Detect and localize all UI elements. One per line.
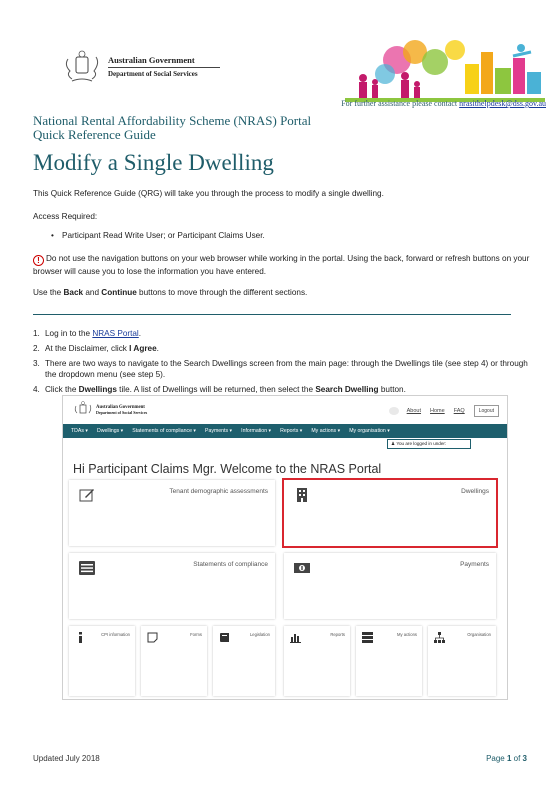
footer-updated: Updated July 2018 xyxy=(33,754,100,763)
portal-header xyxy=(63,396,507,424)
assistance-text: For further assistance please contact xyxy=(341,99,460,108)
tile-statements-label: Statements of compliance xyxy=(193,561,268,568)
list-icon xyxy=(79,561,95,575)
nav-statements[interactable]: Statements of compliance ▾ xyxy=(132,428,196,434)
user-icon: ♟ xyxy=(391,441,396,446)
tile-reports-label: Reports xyxy=(330,632,345,637)
coat-of-arms-icon xyxy=(62,49,102,83)
step-1: 1. Log in to the NRAS Portal. xyxy=(33,329,142,338)
tile-tda[interactable] xyxy=(69,480,275,546)
nav-reports[interactable]: Reports ▾ xyxy=(280,428,303,434)
tile-dwellings-label: Dwellings xyxy=(461,488,489,495)
portal-logo xyxy=(73,401,147,418)
welcome-heading: Hi Participant Claims Mgr. Welcome to the NRAS Portal xyxy=(73,462,382,476)
nav-my-actions[interactable]: My actions ▾ xyxy=(311,428,341,434)
gov-logo xyxy=(62,48,232,84)
assistance-contact xyxy=(0,99,546,108)
notification-icon[interactable] xyxy=(389,407,399,415)
about-link[interactable]: About xyxy=(406,408,422,414)
org-chart-icon xyxy=(434,632,445,643)
home-link[interactable]: Home xyxy=(430,408,445,414)
edit-icon xyxy=(79,488,95,502)
tile-payments[interactable] xyxy=(284,553,496,619)
department-name: Department of Social Services xyxy=(108,69,198,78)
tile-legislation-label: Legislation xyxy=(249,632,270,637)
page-title: Modify a Single Dwelling xyxy=(33,150,274,175)
nav-information[interactable]: Information ▾ xyxy=(241,428,272,434)
building-icon xyxy=(294,488,310,502)
tile-my-actions-label: My actions xyxy=(396,632,417,637)
nav-my-organisation[interactable]: My organisation ▾ xyxy=(349,428,390,434)
document-title xyxy=(33,114,311,142)
warning-paragraph xyxy=(33,253,533,277)
access-label: Access Required: xyxy=(33,212,98,221)
logged-in-indicator: ♟ You are logged in under: xyxy=(387,439,471,449)
tile-payments-label: Payments xyxy=(460,561,489,568)
portal-screenshot xyxy=(62,395,508,700)
info-icon xyxy=(75,632,86,643)
step-2: 2. At the Disclaimer, click I Agree. xyxy=(33,344,159,353)
navigation-instructions: Use the Back and Continue buttons to move through the different sections. xyxy=(33,288,308,297)
gov-name: Australian Government xyxy=(108,54,195,65)
bar-chart-icon xyxy=(290,632,301,643)
family-illustration xyxy=(345,38,545,102)
step-3: 3. There are two ways to navigate to the Search Dwellings screen from the main page: through the Dwellings tile (see step 4) or through the dropdown menu (see step 5). xyxy=(33,359,528,379)
tile-statements[interactable] xyxy=(69,553,275,619)
tile-legislation[interactable] xyxy=(213,626,275,696)
tile-forms[interactable] xyxy=(141,626,207,696)
warning-icon: ! xyxy=(33,255,44,266)
access-list-item: • Participant Read Write User; or Participant Claims User. xyxy=(62,231,265,240)
portal-nav-bar xyxy=(63,424,507,438)
step-4: 4. Click the Dwellings tile. A list of Dwellings will be returned, then select the Search Dwelling button. xyxy=(33,385,406,394)
nav-tdas[interactable]: TDAs ▾ xyxy=(71,428,89,434)
tile-organisation[interactable] xyxy=(428,626,496,696)
doc-title-line1: National Rental Affordability Scheme (NRAS) Portal xyxy=(33,113,312,128)
logout-button[interactable]: Logout xyxy=(474,405,499,417)
tile-tda-label: Tenant demographic assessments xyxy=(169,488,268,495)
doc-title-line2: Quick Reference Guide xyxy=(33,127,156,142)
portal-top-links xyxy=(389,405,499,417)
footer-page-number: Page 1 of 3 xyxy=(486,754,527,763)
tile-dwellings[interactable] xyxy=(284,480,496,546)
server-icon xyxy=(362,632,373,643)
tile-organisation-label: Organisation xyxy=(467,632,491,637)
warning-text: Do not use the navigation buttons on your web browser while working in the portal. Using the back, forward or refresh buttons on your browser will cause you to lose the information you have entered. xyxy=(33,254,530,276)
tile-my-actions[interactable] xyxy=(356,626,422,696)
nav-payments[interactable]: Payments ▾ xyxy=(205,428,233,434)
tile-forms-label: Forms xyxy=(190,632,202,637)
book-icon xyxy=(219,632,230,643)
form-icon xyxy=(147,632,158,643)
faq-link[interactable]: FAQ xyxy=(453,408,465,414)
tile-cpi[interactable] xyxy=(69,626,135,696)
steps-list xyxy=(33,328,533,399)
section-divider xyxy=(33,314,511,315)
tile-cpi-label: CPI information xyxy=(101,632,130,637)
nav-dwellings[interactable]: Dwellings ▾ xyxy=(97,428,124,434)
back-term: Back xyxy=(63,288,84,297)
portal-logo-line2: Department of Social Services xyxy=(96,409,148,415)
intro-paragraph: This Quick Reference Guide (QRG) will take you through the process to modify a single dwelling. xyxy=(33,189,384,198)
continue-term: Continue xyxy=(101,288,137,297)
nras-portal-link[interactable]: NRAS Portal xyxy=(92,329,139,338)
tile-reports[interactable] xyxy=(284,626,350,696)
coat-of-arms-icon xyxy=(73,401,93,418)
money-icon xyxy=(294,561,310,575)
helpdesk-email-link[interactable]: nrasithelpdesk@dss.gov.au xyxy=(459,99,546,108)
portal-logo-line1: Australian Government xyxy=(96,404,145,410)
